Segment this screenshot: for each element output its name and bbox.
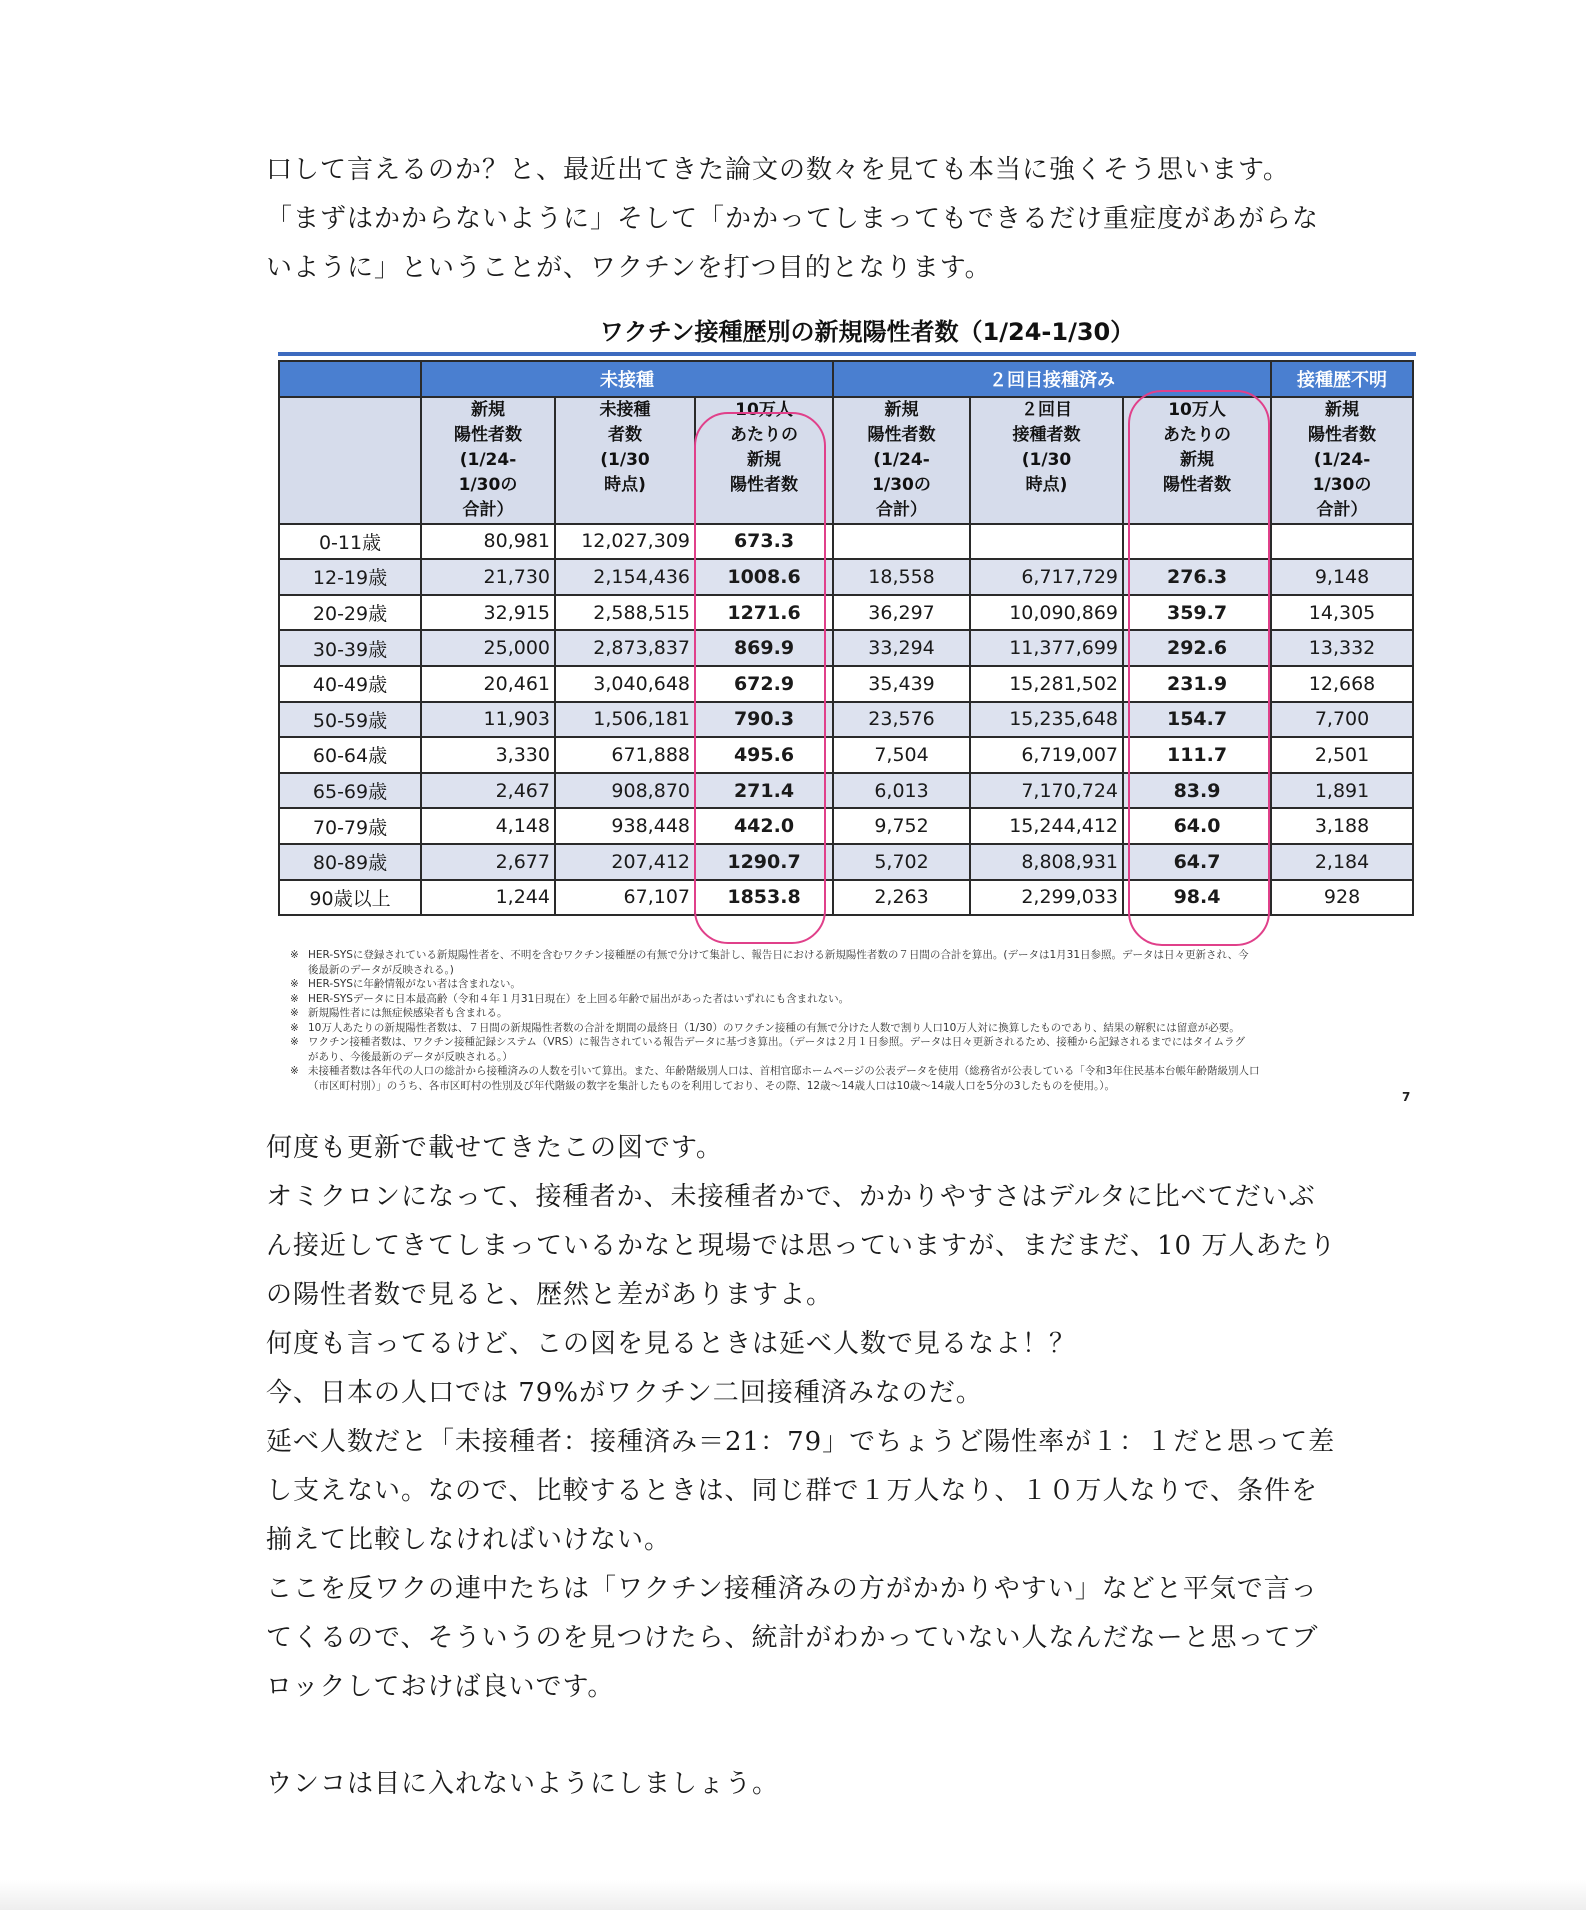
text-line: 今、日本の人口では 79%がワクチン二回接種済みなのだ。 bbox=[266, 1378, 983, 1408]
page-bottom-shadow bbox=[0, 1880, 1586, 1910]
value-cell: 1008.6 bbox=[695, 559, 833, 595]
value-cell: 33,294 bbox=[833, 630, 970, 666]
value-cell: 2,467 bbox=[421, 773, 555, 809]
value-cell: 672.9 bbox=[695, 666, 833, 702]
value-cell: 7,170,724 bbox=[970, 773, 1123, 809]
age-cell: 60-64歳 bbox=[279, 737, 421, 773]
text-line: し支えない。なので、比較するときは、同じ群で１万人なり、１０万人なりで、条件を bbox=[266, 1476, 1318, 1506]
age-cell: 50-59歳 bbox=[279, 702, 421, 738]
value-cell: 2,873,837 bbox=[555, 630, 695, 666]
column-header: 新規 陽性者数 (1/24- 1/30の 合計） bbox=[421, 397, 555, 524]
footnote-text: HER-SYSに年齢情報がない者は含まれない。 bbox=[308, 978, 521, 990]
footnote-mark: ※ bbox=[290, 992, 299, 1005]
table-row bbox=[279, 808, 1413, 844]
value-cell: 2,299,033 bbox=[970, 880, 1123, 916]
value-cell: 1,891 bbox=[1271, 773, 1413, 809]
age-cell: 90歳以上 bbox=[279, 880, 421, 916]
value-cell bbox=[970, 524, 1123, 560]
intro-paragraph bbox=[266, 146, 1386, 293]
column-header: 新規 陽性者数 (1/24- 1/30の 合計） bbox=[833, 397, 970, 524]
footnote-mark: ※ bbox=[290, 978, 299, 990]
value-cell: 15,281,502 bbox=[970, 666, 1123, 702]
value-cell: 64.7 bbox=[1123, 844, 1271, 880]
footnote-line bbox=[290, 1006, 1410, 1021]
text-line: 何度も言ってるけど、この図を見るときは延べ人数で見るなよ！？ bbox=[266, 1329, 1077, 1359]
value-cell: 13,332 bbox=[1271, 630, 1413, 666]
value-cell: 938,448 bbox=[555, 808, 695, 844]
group-unvaccinated: 未接種 bbox=[421, 361, 833, 397]
table-body bbox=[279, 524, 1413, 916]
table-row bbox=[279, 773, 1413, 809]
text-line: 口して言えるのか？と、最近出てきた論文の数々を見ても本当に強くそう思います。 bbox=[266, 155, 1290, 185]
footnote-text: 10万人あたりの新規陽性者数は、７日間の新規陽性者数の合計を期間の最終日（1/30）のワクチン接種の有無で分けた人数で割り人口10万人対に換算したものであり、結果の解釈には留意が必要。 bbox=[308, 1021, 1240, 1034]
age-cell: 70-79歳 bbox=[279, 808, 421, 844]
value-cell: 83.9 bbox=[1123, 773, 1271, 809]
age-cell: 12-19歳 bbox=[279, 559, 421, 595]
value-cell bbox=[1123, 524, 1271, 560]
commentary-paragraph bbox=[266, 1124, 1386, 1712]
value-cell: 98.4 bbox=[1123, 880, 1271, 916]
value-cell: 20,461 bbox=[421, 666, 555, 702]
footnote-line bbox=[290, 1079, 1410, 1094]
value-cell: 928 bbox=[1271, 880, 1413, 916]
slide-page-number: 7 bbox=[1402, 1090, 1411, 1104]
age-cell: 20-29歳 bbox=[279, 595, 421, 631]
value-cell: 12,027,309 bbox=[555, 524, 695, 560]
footnote-text: 後最新のデータが反映される。) bbox=[308, 963, 454, 976]
value-cell: 3,040,648 bbox=[555, 666, 695, 702]
value-cell: 1271.6 bbox=[695, 595, 833, 631]
footnote-text: 新規陽性者には無症候感染者も含まれる。 bbox=[308, 1007, 508, 1019]
figure-title: ワクチン接種歴別の新規陽性者数（1/24-1/30） bbox=[599, 318, 1135, 346]
age-cell: 30-39歳 bbox=[279, 630, 421, 666]
age-cell: 0-11歳 bbox=[279, 524, 421, 560]
value-cell: 18,558 bbox=[833, 559, 970, 595]
footnote-text: があり、今後最新のデータが反映される。） bbox=[308, 1050, 513, 1063]
value-cell: 6,719,007 bbox=[970, 737, 1123, 773]
column-header: 未接種 者数 (1/30 時点) bbox=[555, 397, 695, 524]
value-cell: 276.3 bbox=[1123, 559, 1271, 595]
value-cell bbox=[833, 524, 970, 560]
text-line: いように」ということが、ワクチンを打つ目的となります。 bbox=[266, 253, 992, 283]
text-line: ここを反ワクの連中たちは「ワクチン接種済みの方がかかりやすい」などと平気で言っ bbox=[266, 1574, 1318, 1604]
title-rule bbox=[278, 352, 1416, 356]
text-line: ウンコは目に入れないようにしましょう。 bbox=[266, 1769, 780, 1799]
text-line: 何度も更新で載せてきたこの図です。 bbox=[266, 1133, 723, 1163]
value-cell: 7,504 bbox=[833, 737, 970, 773]
table-row bbox=[279, 559, 1413, 595]
group-header-row bbox=[279, 361, 1413, 397]
value-cell: 21,730 bbox=[421, 559, 555, 595]
value-cell: 359.7 bbox=[1123, 595, 1271, 631]
value-cell: 671,888 bbox=[555, 737, 695, 773]
table-row bbox=[279, 524, 1413, 560]
table-row bbox=[279, 844, 1413, 880]
table-row bbox=[279, 880, 1413, 916]
group-unknown: 接種歴不明 bbox=[1271, 361, 1413, 397]
text-line: ん接近してきてしまっているかなと現場では思っていますが、まだまだ、10 万人あたり bbox=[266, 1231, 1337, 1261]
text-line: の陽性者数で見ると、歴然と差がありますよ。 bbox=[266, 1280, 834, 1310]
footnote-line bbox=[290, 1064, 1410, 1079]
value-cell: 442.0 bbox=[695, 808, 833, 844]
value-cell: 908,870 bbox=[555, 773, 695, 809]
text-line: 揃えて比較しなければいけない。 bbox=[266, 1525, 672, 1555]
closing-paragraph bbox=[266, 1760, 1386, 1809]
value-cell: 12,668 bbox=[1271, 666, 1413, 702]
age-cell: 40-49歳 bbox=[279, 666, 421, 702]
value-cell: 673.3 bbox=[695, 524, 833, 560]
value-cell: 154.7 bbox=[1123, 702, 1271, 738]
value-cell: 67,107 bbox=[555, 880, 695, 916]
value-cell: 6,013 bbox=[833, 773, 970, 809]
group-two-doses: ２回目接種済み bbox=[833, 361, 1271, 397]
text-line: ロックしておけば良いです。 bbox=[266, 1672, 615, 1702]
footnote-text: HER-SYSに登録されている新規陽性者を、不明を含むワクチン接種歴の有無で分けて集計し、報告日における新規陽性者数の７日間の合計を算出。(データは1月31日参照。データは日々更新され、今 bbox=[308, 949, 1249, 961]
text-line: 「まずはかからないように」そして「かかってしまってもできるだけ重症度があがらな bbox=[266, 204, 1320, 234]
value-cell: 23,576 bbox=[833, 702, 970, 738]
value-cell: 9,148 bbox=[1271, 559, 1413, 595]
footnote-text: 未接種者数は各年代の人口の総計から接種済みの人数を引いて算出。また、年齢階級別人口は、首相官邸ホームページの公表データを使用（総務省が公表している「令和3年住民基本台帳年齢階級別人口 bbox=[308, 1065, 1260, 1077]
value-cell: 1853.8 bbox=[695, 880, 833, 916]
value-cell: 8,808,931 bbox=[970, 844, 1123, 880]
column-header-row bbox=[279, 397, 1413, 524]
value-cell: 36,297 bbox=[833, 595, 970, 631]
table-row bbox=[279, 702, 1413, 738]
text-line: オミクロンになって、接種者か、未接種者かで、かかりやすさはデルタに比べてだいぶ bbox=[266, 1182, 1316, 1212]
value-cell: 495.6 bbox=[695, 737, 833, 773]
footnote-text: （市区町村別）」のうち、各市区町村の性別及び年代階級の数字を集計したものを利用しており、その際、12歳〜14歳人口は10歳〜14歳人口を5分の3したものを使用。）。 bbox=[308, 1079, 1116, 1092]
value-cell: 271.4 bbox=[695, 773, 833, 809]
footnote-line bbox=[290, 948, 1410, 963]
value-cell: 3,188 bbox=[1271, 808, 1413, 844]
text-line: てくるので、そういうのを見つけたら、統計がわかっていない人なんだなーと思ってブ bbox=[266, 1623, 1319, 1653]
value-cell: 2,263 bbox=[833, 880, 970, 916]
column-header: ２回目 接種者数 (1/30 時点) bbox=[970, 397, 1123, 524]
value-cell: 9,752 bbox=[833, 808, 970, 844]
footnote-line bbox=[290, 1035, 1410, 1050]
table-row bbox=[279, 630, 1413, 666]
value-cell: 25,000 bbox=[421, 630, 555, 666]
footnote-mark: ※ bbox=[290, 1007, 299, 1019]
footnote-line bbox=[290, 977, 1410, 992]
value-cell: 35,439 bbox=[833, 666, 970, 702]
corner-cell bbox=[279, 361, 421, 397]
footnote-line bbox=[290, 992, 1410, 1007]
value-cell: 111.7 bbox=[1123, 737, 1271, 773]
text-line: 延べ人数だと「未接種者：接種済み＝21：79」でちょうど陽性率が１：１だと思って差 bbox=[266, 1427, 1336, 1457]
footnote-line bbox=[290, 1050, 1410, 1065]
value-cell: 10,090,869 bbox=[970, 595, 1123, 631]
footnote-mark: ※ bbox=[290, 1021, 299, 1034]
footnote-mark: ※ bbox=[290, 1065, 299, 1077]
table-row bbox=[279, 666, 1413, 702]
value-cell: 231.9 bbox=[1123, 666, 1271, 702]
value-cell: 2,184 bbox=[1271, 844, 1413, 880]
value-cell: 11,903 bbox=[421, 702, 555, 738]
column-header: 新規 陽性者数 (1/24- 1/30の 合計） bbox=[1271, 397, 1413, 524]
value-cell bbox=[1271, 524, 1413, 560]
value-cell: 11,377,699 bbox=[970, 630, 1123, 666]
value-cell: 3,330 bbox=[421, 737, 555, 773]
footnote-mark: ※ bbox=[290, 949, 299, 961]
value-cell: 80,981 bbox=[421, 524, 555, 560]
value-cell: 32,915 bbox=[421, 595, 555, 631]
column-header: 10万人 あたりの 新規 陽性者数 bbox=[1123, 397, 1271, 524]
footnote-line bbox=[290, 1021, 1410, 1036]
column-header bbox=[279, 397, 421, 524]
column-header: 10万人 あたりの 新規 陽性者数 bbox=[695, 397, 833, 524]
value-cell: 292.6 bbox=[1123, 630, 1271, 666]
value-cell: 1,244 bbox=[421, 880, 555, 916]
value-cell: 15,235,648 bbox=[970, 702, 1123, 738]
table-row bbox=[279, 737, 1413, 773]
age-cell: 65-69歳 bbox=[279, 773, 421, 809]
value-cell: 2,677 bbox=[421, 844, 555, 880]
value-cell: 5,702 bbox=[833, 844, 970, 880]
vaccination-table-figure bbox=[278, 312, 1416, 916]
value-cell: 1,506,181 bbox=[555, 702, 695, 738]
value-cell: 2,501 bbox=[1271, 737, 1413, 773]
footnote-mark: ※ bbox=[290, 1036, 299, 1048]
footnote-line bbox=[290, 963, 1410, 978]
value-cell: 2,154,436 bbox=[555, 559, 695, 595]
value-cell: 14,305 bbox=[1271, 595, 1413, 631]
value-cell: 4,148 bbox=[421, 808, 555, 844]
value-cell: 869.9 bbox=[695, 630, 833, 666]
footnote-text: ワクチン接種者数は、ワクチン接種記録システム（VRS）に報告されている報告データに基づき算出。（データは２月１日参照。データは日々更新されるため、接種から記録されるまでにはタイムラグ bbox=[308, 1036, 1246, 1048]
value-cell: 1290.7 bbox=[695, 844, 833, 880]
value-cell: 64.0 bbox=[1123, 808, 1271, 844]
value-cell: 2,588,515 bbox=[555, 595, 695, 631]
value-cell: 7,700 bbox=[1271, 702, 1413, 738]
table-row bbox=[279, 595, 1413, 631]
value-cell: 15,244,412 bbox=[970, 808, 1123, 844]
age-cell: 80-89歳 bbox=[279, 844, 421, 880]
value-cell: 6,717,729 bbox=[970, 559, 1123, 595]
footnotes bbox=[290, 948, 1410, 1093]
footnote-text: HER-SYSデータに日本最高齢（令和４年１月31日現在）を上回る年齢で届出があった者はいずれにも含まれない。 bbox=[308, 992, 850, 1005]
vaccination-table bbox=[278, 360, 1414, 916]
value-cell: 207,412 bbox=[555, 844, 695, 880]
value-cell: 790.3 bbox=[695, 702, 833, 738]
